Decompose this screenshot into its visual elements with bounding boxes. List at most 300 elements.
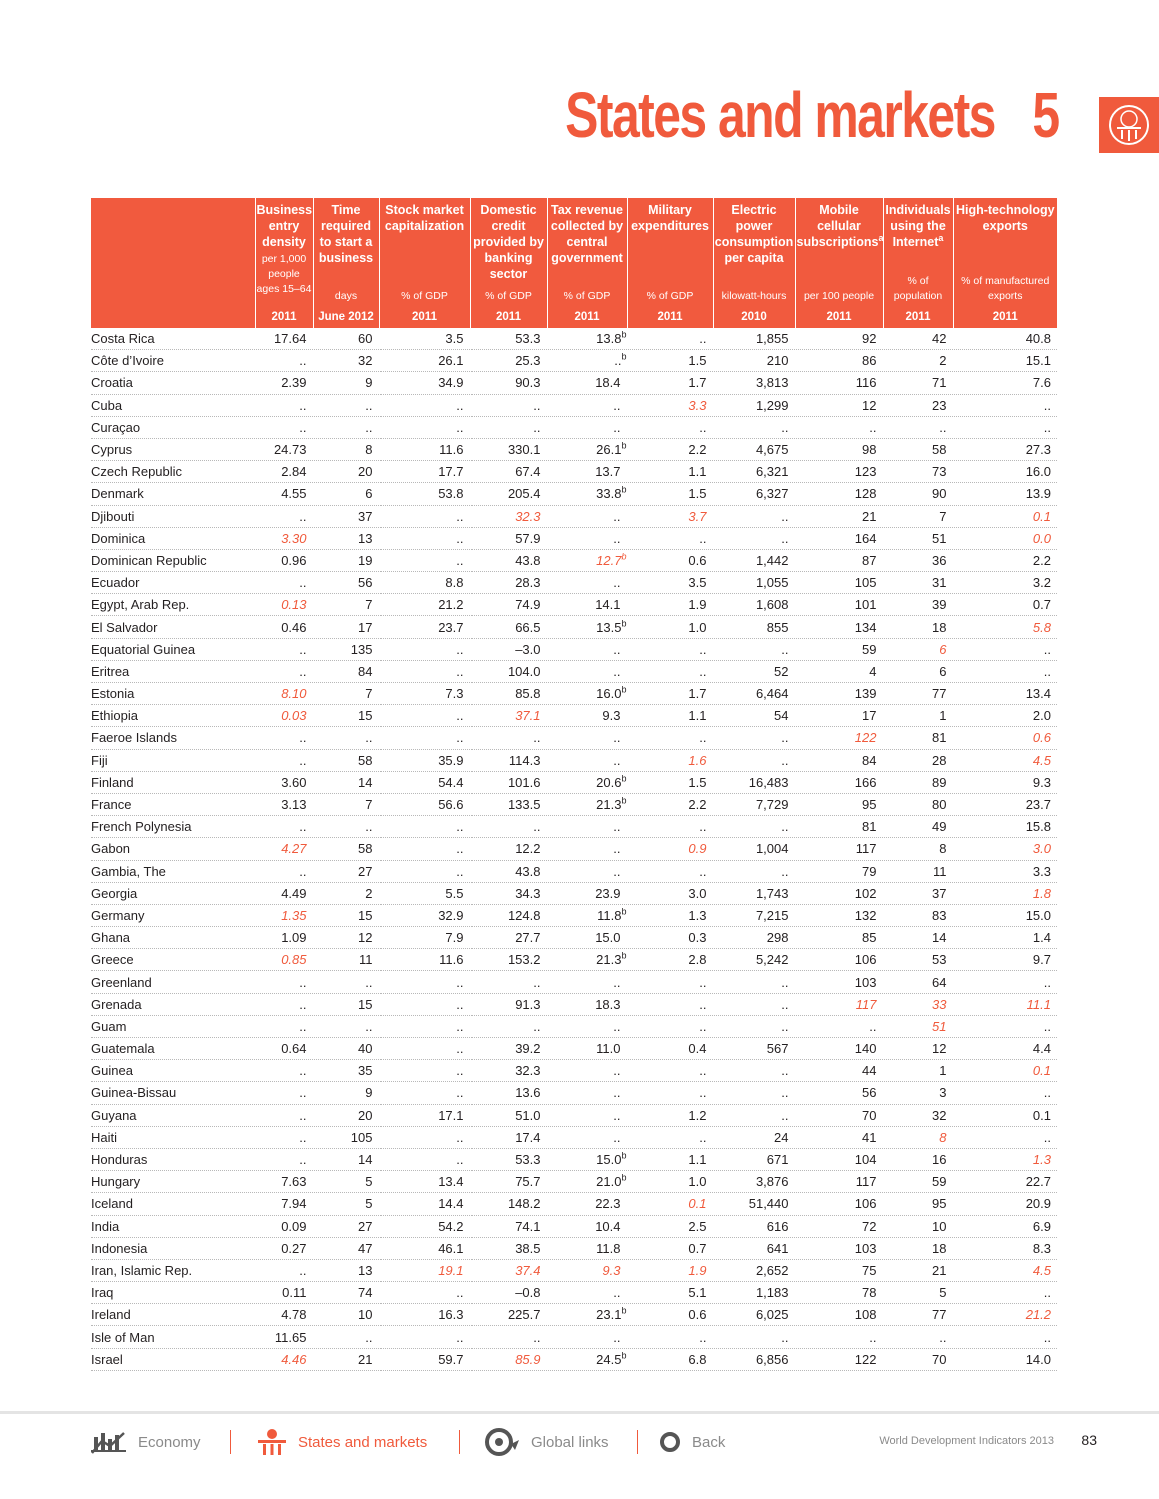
data-cell (953, 793, 1057, 815)
data-cell (470, 549, 547, 571)
data-cell (795, 1326, 883, 1348)
column-label: Electric power consumption per capita (714, 203, 794, 265)
table-row (91, 616, 1057, 638)
footnote-marker: b (621, 485, 627, 496)
data-cell (953, 483, 1057, 505)
data-cell (627, 1348, 713, 1370)
cell-value: 4.5 (1032, 752, 1051, 768)
data-cell (470, 1193, 547, 1215)
cell-value: 1.5 (688, 486, 707, 502)
column-year: 2011 (953, 306, 1057, 328)
table-row (91, 1348, 1057, 1370)
data-cell (470, 1104, 547, 1126)
data-cell (379, 660, 470, 682)
data-cell (470, 1126, 547, 1148)
cell-value: 1.5 (688, 353, 707, 369)
data-cell (255, 1038, 313, 1060)
data-cell (547, 505, 627, 527)
cell-value: 84 (358, 663, 373, 679)
cell-value: 70 (932, 1351, 947, 1367)
data-cell (470, 416, 547, 438)
data-cell (547, 1348, 627, 1370)
data-cell (547, 838, 627, 860)
data-cell (713, 904, 795, 926)
cell-value: .. (1043, 974, 1051, 990)
data-cell (470, 727, 547, 749)
data-cell (313, 1193, 379, 1215)
cell-value: 4.46 (281, 1351, 307, 1367)
cell-value: 14.0 (1025, 1351, 1051, 1367)
cell-value: 1 (939, 708, 947, 724)
data-cell (795, 1015, 883, 1037)
data-cell (313, 638, 379, 660)
cell-value: 12.7 (596, 552, 622, 568)
data-cell (379, 1282, 470, 1304)
cell-value: 298 (766, 930, 789, 946)
data-cell (547, 949, 627, 971)
cell-value: .. (699, 1063, 707, 1079)
data-cell (627, 1082, 713, 1104)
country-name: Iran, Islamic Rep. (91, 1259, 255, 1281)
nav-back[interactable] (658, 1428, 725, 1456)
column-label: Time required to start a business (318, 203, 374, 265)
data-cell (795, 1215, 883, 1237)
country-name: Ecuador (91, 572, 255, 594)
data-cell (795, 971, 883, 993)
column-header (883, 198, 953, 306)
cell-value: 7.6 (1032, 375, 1051, 391)
data-cell (313, 1282, 379, 1304)
cell-value: 17.1 (438, 1107, 464, 1123)
cell-value: 0.11 (282, 1285, 307, 1301)
cell-value: 44 (862, 1063, 877, 1079)
cell-value: .. (614, 353, 622, 369)
cell-value: 1,442 (755, 552, 789, 568)
data-cell (255, 1304, 313, 1326)
data-cell (313, 949, 379, 971)
cell-value: 85.9 (515, 1351, 541, 1367)
cell-value: 6 (939, 641, 947, 657)
cell-value: 31 (932, 575, 947, 591)
cell-value: 9.7 (1032, 952, 1051, 968)
nav-label: Global links (531, 1433, 609, 1451)
data-cell (627, 816, 713, 838)
cell-value: .. (299, 508, 307, 524)
cell-value: .. (456, 530, 464, 546)
data-cell (547, 993, 627, 1015)
data-cell (795, 1082, 883, 1104)
cell-value: 21.3 (596, 797, 622, 813)
country-name: Dominican Republic (91, 549, 255, 571)
country-name: Costa Rica (91, 328, 255, 350)
cell-value: 59.7 (438, 1351, 464, 1367)
data-cell (547, 882, 627, 904)
data-cell (627, 572, 713, 594)
cell-value: 15.8 (1025, 819, 1051, 835)
data-cell (953, 572, 1057, 594)
cell-value: 671 (766, 1152, 789, 1168)
cell-value: 1.9 (688, 597, 707, 613)
data-cell (255, 683, 313, 705)
data-cell (627, 949, 713, 971)
data-cell (379, 1215, 470, 1237)
data-cell (627, 993, 713, 1015)
cell-value: 87 (862, 552, 877, 568)
cell-value: 15 (358, 996, 373, 1012)
cell-value: 90 (932, 486, 947, 502)
column-year: 2011 (547, 306, 627, 328)
data-cell (953, 527, 1057, 549)
data-cell (255, 904, 313, 926)
cell-value: 4.55 (281, 486, 307, 502)
cell-value: .. (299, 819, 307, 835)
cell-value: 26.1 (438, 353, 464, 369)
cell-value: 95 (862, 797, 877, 813)
cell-value: 117 (855, 841, 877, 857)
data-cell (547, 727, 627, 749)
data-cell (547, 1104, 627, 1126)
data-cell (953, 816, 1057, 838)
cell-value: 21.2 (1025, 1307, 1051, 1323)
data-cell (627, 1060, 713, 1082)
column-year: 2011 (379, 306, 470, 328)
data-cell (795, 927, 883, 949)
cell-value: 1.8 (1032, 885, 1051, 901)
data-cell (313, 1015, 379, 1037)
data-cell (379, 1193, 470, 1215)
cell-value: 1.0 (688, 1174, 707, 1190)
footnote-marker: b (621, 684, 627, 695)
data-cell (470, 971, 547, 993)
column-unit: % of GDP (401, 290, 448, 302)
cell-value: .. (613, 863, 621, 879)
data-cell (953, 1126, 1057, 1148)
cell-value: .. (456, 1152, 464, 1168)
cell-value: 66.5 (515, 619, 541, 635)
country-name: Estonia (91, 683, 255, 705)
cell-value: .. (699, 1085, 707, 1101)
cell-value: 2.0 (1032, 708, 1051, 724)
footnote-marker: a (938, 232, 944, 243)
table-row (91, 1038, 1057, 1060)
cell-value: 86 (862, 353, 877, 369)
column-header (795, 198, 883, 306)
data-cell (379, 949, 470, 971)
cell-value: .. (456, 508, 464, 524)
cell-value: 1.3 (688, 907, 707, 923)
data-cell (313, 1259, 379, 1281)
cell-value: 148.2 (507, 1196, 541, 1212)
data-cell (255, 793, 313, 815)
country-name: El Salvador (91, 616, 255, 638)
column-label: Military expenditures (631, 203, 709, 233)
cell-value: 1.7 (688, 686, 707, 702)
data-cell (883, 882, 953, 904)
data-cell (883, 1215, 953, 1237)
cell-value: 27.7 (515, 930, 541, 946)
data-cell (883, 1104, 953, 1126)
cell-value: 122 (854, 730, 877, 746)
data-cell (953, 1015, 1057, 1037)
cell-value: 103 (854, 1240, 877, 1256)
data-cell (795, 527, 883, 549)
cell-value: 10 (358, 1307, 373, 1323)
data-cell (627, 683, 713, 705)
column-header (627, 198, 713, 306)
cell-value: 13.6 (515, 1085, 541, 1101)
cell-value: 6,327 (755, 486, 789, 502)
cell-value: .. (456, 1129, 464, 1145)
column-label: Stock market capitalization (384, 203, 465, 233)
cell-value: 22.3 (595, 1196, 621, 1212)
cell-value: 16.3 (438, 1307, 464, 1323)
data-cell (883, 505, 953, 527)
cell-value: 56 (358, 575, 373, 591)
cell-value: 23.1 (596, 1307, 622, 1323)
cell-value: 73 (932, 464, 947, 480)
cell-value: 0.7 (688, 1240, 707, 1256)
data-cell (470, 927, 547, 949)
cell-value: 2.2 (688, 442, 707, 458)
cell-value: 39 (932, 597, 947, 613)
cell-value: .. (781, 641, 789, 657)
nav-global-links[interactable] (481, 1428, 609, 1456)
cell-value: .. (781, 863, 789, 879)
data-cell (953, 1348, 1057, 1370)
cell-value: 18 (932, 1240, 947, 1256)
data-cell (627, 1104, 713, 1126)
column-year: 2011 (795, 306, 883, 328)
data-cell (713, 372, 795, 394)
cell-value: .. (299, 1018, 307, 1034)
data-cell (470, 1282, 547, 1304)
cell-value: .. (456, 996, 464, 1012)
cell-value: 9.3 (602, 1262, 621, 1278)
cell-value: 49 (932, 819, 947, 835)
cell-value: 11.6 (439, 952, 464, 968)
cell-value: 166 (854, 774, 877, 790)
data-cell (379, 638, 470, 660)
cell-value: 23.9 (595, 885, 621, 901)
cell-value: .. (613, 1129, 621, 1145)
data-cell (255, 483, 313, 505)
cell-value: 9.3 (602, 708, 621, 724)
data-cell (713, 1304, 795, 1326)
data-cell (547, 1171, 627, 1193)
data-cell (627, 904, 713, 926)
cell-value: 1.1 (688, 708, 707, 724)
cell-value: .. (699, 1018, 707, 1034)
cell-value: .. (613, 663, 621, 679)
country-name: Germany (91, 904, 255, 926)
data-cell (547, 816, 627, 838)
data-cell (313, 505, 379, 527)
cell-value: 641 (766, 1240, 789, 1256)
data-cell (547, 683, 627, 705)
data-cell (313, 1304, 379, 1326)
cell-value: 8 (365, 442, 373, 458)
cell-value: 6,856 (755, 1351, 789, 1367)
data-cell (953, 1148, 1057, 1170)
nav-label: Back (692, 1433, 726, 1451)
cell-value: 17.64 (273, 331, 307, 347)
cell-value: 6 (939, 663, 947, 679)
cell-value: 123 (854, 464, 877, 480)
data-cell (255, 1082, 313, 1104)
country-name: Israel (91, 1348, 255, 1370)
cell-value: 11.65 (274, 1329, 307, 1345)
cell-value: 0.6 (1032, 730, 1051, 746)
cell-value: 53.8 (438, 486, 464, 502)
economy-icon (90, 1429, 128, 1455)
data-cell (953, 771, 1057, 793)
data-cell (627, 860, 713, 882)
data-cell (627, 616, 713, 638)
cell-value: 28.3 (515, 575, 541, 591)
data-cell (547, 1126, 627, 1148)
data-cell (713, 1326, 795, 1348)
data-cell (255, 1348, 313, 1370)
table-row (91, 1126, 1057, 1148)
cell-value: 855 (766, 619, 789, 635)
data-cell (795, 771, 883, 793)
cell-value: .. (299, 974, 307, 990)
data-cell (470, 838, 547, 860)
cell-value: 11.8 (596, 1240, 621, 1256)
data-cell (313, 438, 379, 460)
cell-value: 7 (365, 797, 373, 813)
cell-value: 54.4 (438, 774, 464, 790)
cell-value: 117 (855, 996, 877, 1012)
data-cell (255, 594, 313, 616)
cell-value: 15.0 (596, 1152, 622, 1168)
data-cell (313, 971, 379, 993)
column-label: Individuals using the Internet (885, 203, 951, 249)
data-cell (713, 1282, 795, 1304)
table-row (91, 1259, 1057, 1281)
data-cell (627, 1193, 713, 1215)
data-cell (379, 372, 470, 394)
data-cell (313, 860, 379, 882)
footnote-marker: b (621, 618, 627, 629)
data-cell (883, 1015, 953, 1037)
cell-value: 56 (862, 1085, 877, 1101)
cell-value: 38.5 (515, 1240, 541, 1256)
cell-value: .. (456, 552, 464, 568)
country-name: Dominica (91, 527, 255, 549)
data-cell (313, 1215, 379, 1237)
table-row (91, 1282, 1057, 1304)
data-cell (547, 483, 627, 505)
data-cell (547, 594, 627, 616)
cell-value: 78 (862, 1285, 877, 1301)
data-cell (883, 904, 953, 926)
data-cell (379, 1259, 470, 1281)
cell-value: 5.1 (688, 1285, 707, 1301)
cell-value: .. (613, 819, 621, 835)
cell-value: .. (699, 641, 707, 657)
data-cell (547, 416, 627, 438)
cell-value: 13.7 (595, 464, 621, 480)
data-cell (470, 1082, 547, 1104)
column-label: Mobile cellular subscriptions (796, 203, 879, 249)
data-cell (627, 1171, 713, 1193)
footer-divider (0, 1411, 1159, 1414)
data-cell (255, 1126, 313, 1148)
data-cell (795, 949, 883, 971)
data-cell (379, 971, 470, 993)
cell-value: .. (781, 508, 789, 524)
cell-value: 3.5 (445, 331, 464, 347)
cell-value: 12 (862, 397, 877, 413)
data-cell (627, 350, 713, 372)
data-cell (379, 594, 470, 616)
data-cell (470, 771, 547, 793)
cell-value: 92 (862, 331, 877, 347)
cell-value: 12.2 (515, 841, 541, 857)
cell-value: 32.3 (515, 508, 541, 524)
data-cell (470, 1015, 547, 1037)
data-cell (313, 927, 379, 949)
data-cell (470, 1326, 547, 1348)
data-cell (255, 1171, 313, 1193)
cell-value: .. (781, 1107, 789, 1123)
data-cell (313, 350, 379, 372)
data-cell (713, 1348, 795, 1370)
cell-value: .. (299, 353, 307, 369)
nav-states-and-markets[interactable] (256, 1428, 427, 1456)
cell-value: .. (1043, 1285, 1051, 1301)
country-name: Guam (91, 1015, 255, 1037)
cell-value: 8.8 (445, 575, 464, 591)
data-cell (713, 793, 795, 815)
table-row (91, 1015, 1057, 1037)
table-row (91, 1171, 1057, 1193)
nav-economy[interactable] (90, 1428, 201, 1456)
data-cell (547, 549, 627, 571)
cell-value: 7,215 (755, 907, 789, 923)
cell-value: 106 (854, 952, 877, 968)
data-cell (379, 416, 470, 438)
cell-value: 1.1 (688, 464, 707, 480)
table-row (91, 505, 1057, 527)
data-cell (470, 1171, 547, 1193)
country-name: Cyprus (91, 438, 255, 460)
data-cell (795, 1148, 883, 1170)
data-cell (547, 904, 627, 926)
cell-value: 7.94 (281, 1196, 307, 1212)
cell-value: 6,025 (755, 1307, 789, 1323)
cell-value: 59 (862, 641, 877, 657)
footnote-marker: a (878, 232, 884, 243)
table-row (91, 416, 1057, 438)
data-cell (255, 1015, 313, 1037)
footnote-marker: b (621, 329, 627, 340)
data-cell (313, 838, 379, 860)
cell-value: 116 (855, 375, 877, 391)
cell-value: 77 (932, 1307, 947, 1323)
cell-value: .. (613, 841, 621, 857)
table-header (91, 198, 1057, 328)
data-cell (313, 572, 379, 594)
cell-value: 1.9 (688, 1262, 707, 1278)
cell-value: 74 (358, 1285, 373, 1301)
cell-value: .. (699, 530, 707, 546)
footnote-marker: b (621, 906, 627, 917)
data-cell (627, 1215, 713, 1237)
cell-value: 51 (932, 530, 947, 546)
nav-label: Economy (138, 1433, 201, 1451)
